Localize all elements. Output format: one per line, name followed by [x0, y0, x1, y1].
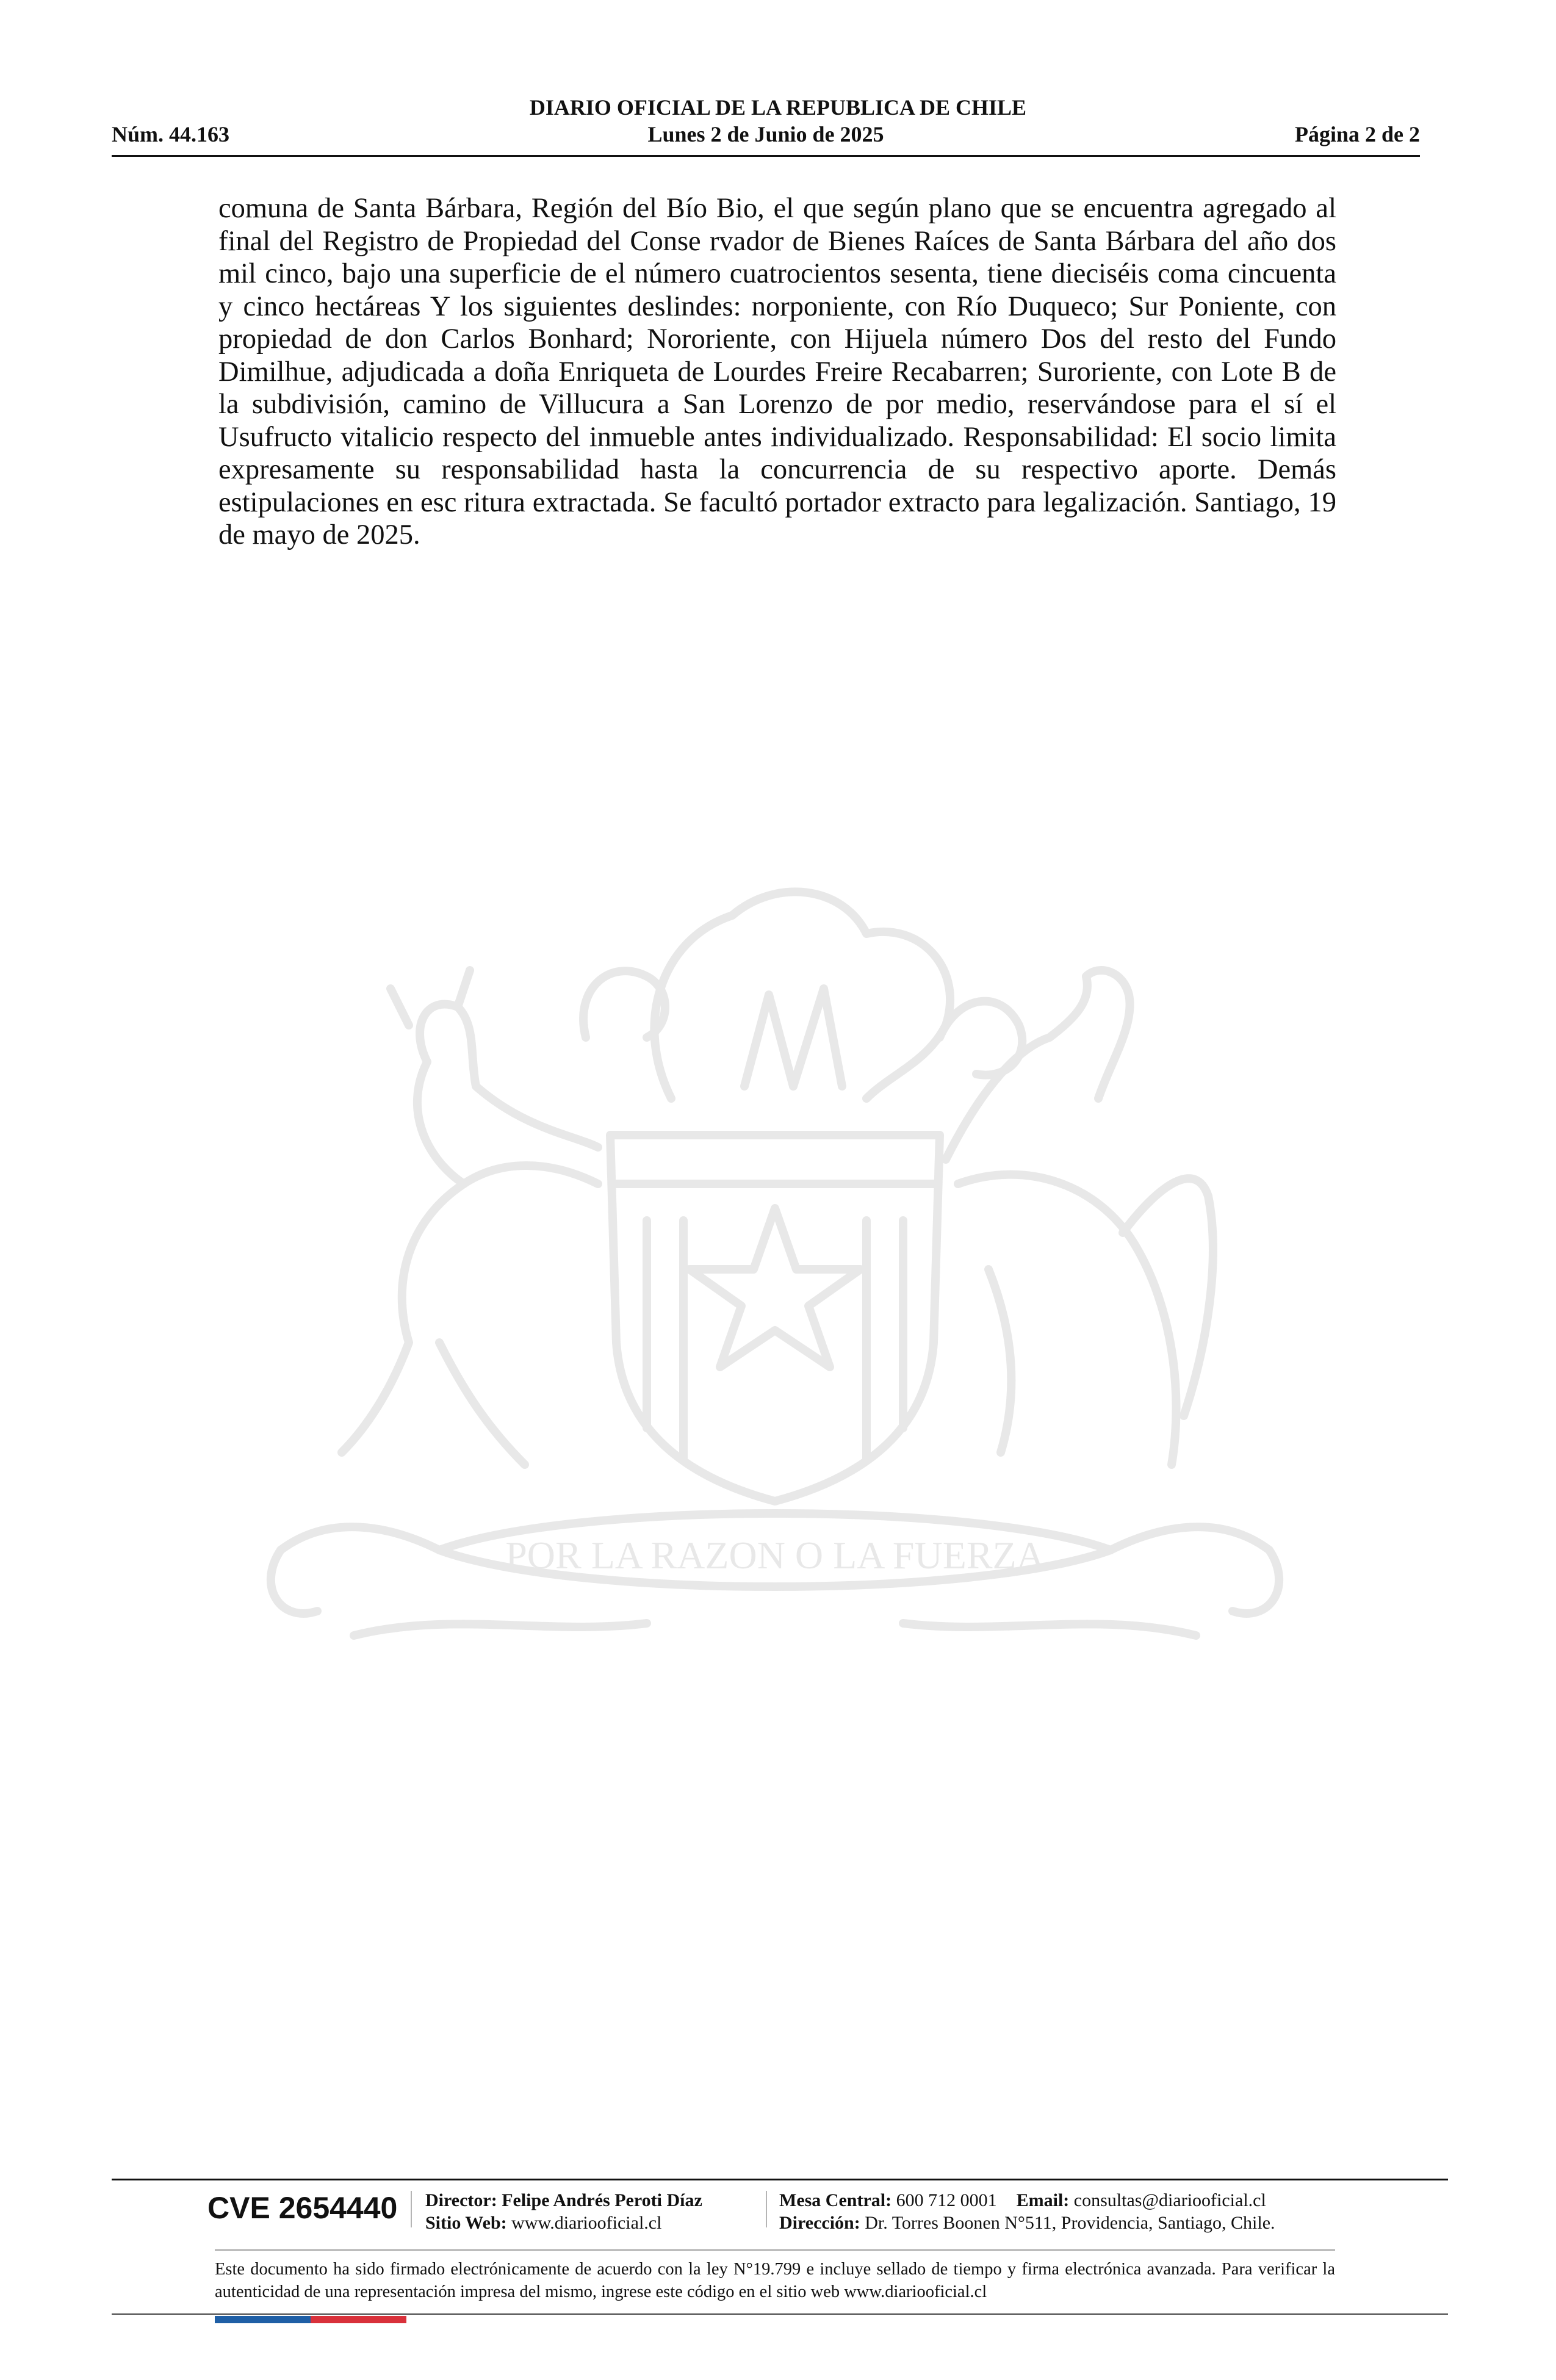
website-line — [425, 2212, 702, 2234]
email-label: Email: — [1016, 2190, 1070, 2210]
footer-top-divider — [112, 2179, 1448, 2180]
address-line — [779, 2212, 1275, 2234]
footer-separator — [411, 2191, 412, 2227]
phone-label: Mesa Central: — [779, 2190, 892, 2210]
footer-inner-divider — [215, 2249, 1335, 2251]
footer-contact-block — [779, 2189, 1275, 2234]
director-name: Felipe Andrés Peroti Díaz — [502, 2190, 702, 2210]
cve-code: CVE 2654440 — [207, 2191, 398, 2225]
flag-stripe-blue — [215, 2316, 311, 2323]
footer-separator — [766, 2191, 767, 2227]
header-row — [112, 121, 1420, 149]
flag-stripe-red — [311, 2316, 406, 2323]
header-divider — [112, 155, 1420, 157]
document-body-text: comuna de Santa Bárbara, Región del Bío Bio, el que según plano que se encuentra agregado al final del Registro de Propiedad del Conse rvador de Bienes Raíces de Santa Bárbara del año dos mil cinco, bajo una superficie de el número cuatrocientos sesenta, tiene dieciséis coma cincuenta y cinco hectáreas Y los siguientes deslindes: norponiente, con Río Duqueco; Sur Poniente, con propiedad de don Carlos Bonhard; Nororiente, con Hijuela número Dos del resto del Fundo Dimilhue, adjudicada a doña Enriqueta de Lourdes Freire Recabarren; Suroriente, con Lote B de la subdivisión, camino de Villucura a San Lorenzo de por medio, reservándose para el sí el Usufructo vitalicio respecto del inmueble antes individualizado. Responsabilidad: El socio limita expresamente su responsabilidad hasta la concurrencia de su respectivo aporte. Demás estipulaciones en esc ritura extractada. Se facultó portador extracto para legalización. Santiago, 19 de mayo de 2025. — [218, 193, 1336, 550]
watermark-motto: POR LA RAZON O LA FUERZA — [505, 1534, 1045, 1577]
email-link[interactable]: consultas@diariooficial.cl — [1073, 2190, 1266, 2210]
publication-title: DIARIO OFICIAL DE LA REPUBLICA DE CHILE — [529, 95, 1027, 120]
page-number: Página 2 de 2 — [1294, 122, 1420, 146]
director-label: Director: — [425, 2190, 497, 2210]
footer-director-block — [425, 2189, 702, 2234]
website-label: Sitio Web: — [425, 2213, 507, 2233]
coat-of-arms-watermark-icon — [207, 842, 1342, 1672]
signature-notice: Este documento ha sido firmado electrónicamente de acuerdo con la ley N°19.799 e incluye sellado de tiempo y firma electrónica avanzada. Para verificar la autenticidad de una representación impresa del mismo, ingrese este código en el sitio web www.diariooficial.cl — [215, 2260, 1335, 2301]
website-link[interactable]: www.diariooficial.cl — [511, 2213, 662, 2233]
phone-number: 600 712 0001 — [896, 2190, 997, 2210]
contact-line — [779, 2189, 1275, 2212]
address-text: Dr. Torres Boonen N°511, Providencia, Santiago, Chile. — [865, 2213, 1275, 2233]
director-line — [425, 2189, 702, 2212]
footer-bottom-divider — [112, 2313, 1448, 2315]
address-label: Dirección: — [779, 2213, 860, 2233]
issue-date: Lunes 2 de Junio de 2025 — [647, 122, 884, 146]
issue-number: Núm. 44.163 — [112, 122, 230, 146]
